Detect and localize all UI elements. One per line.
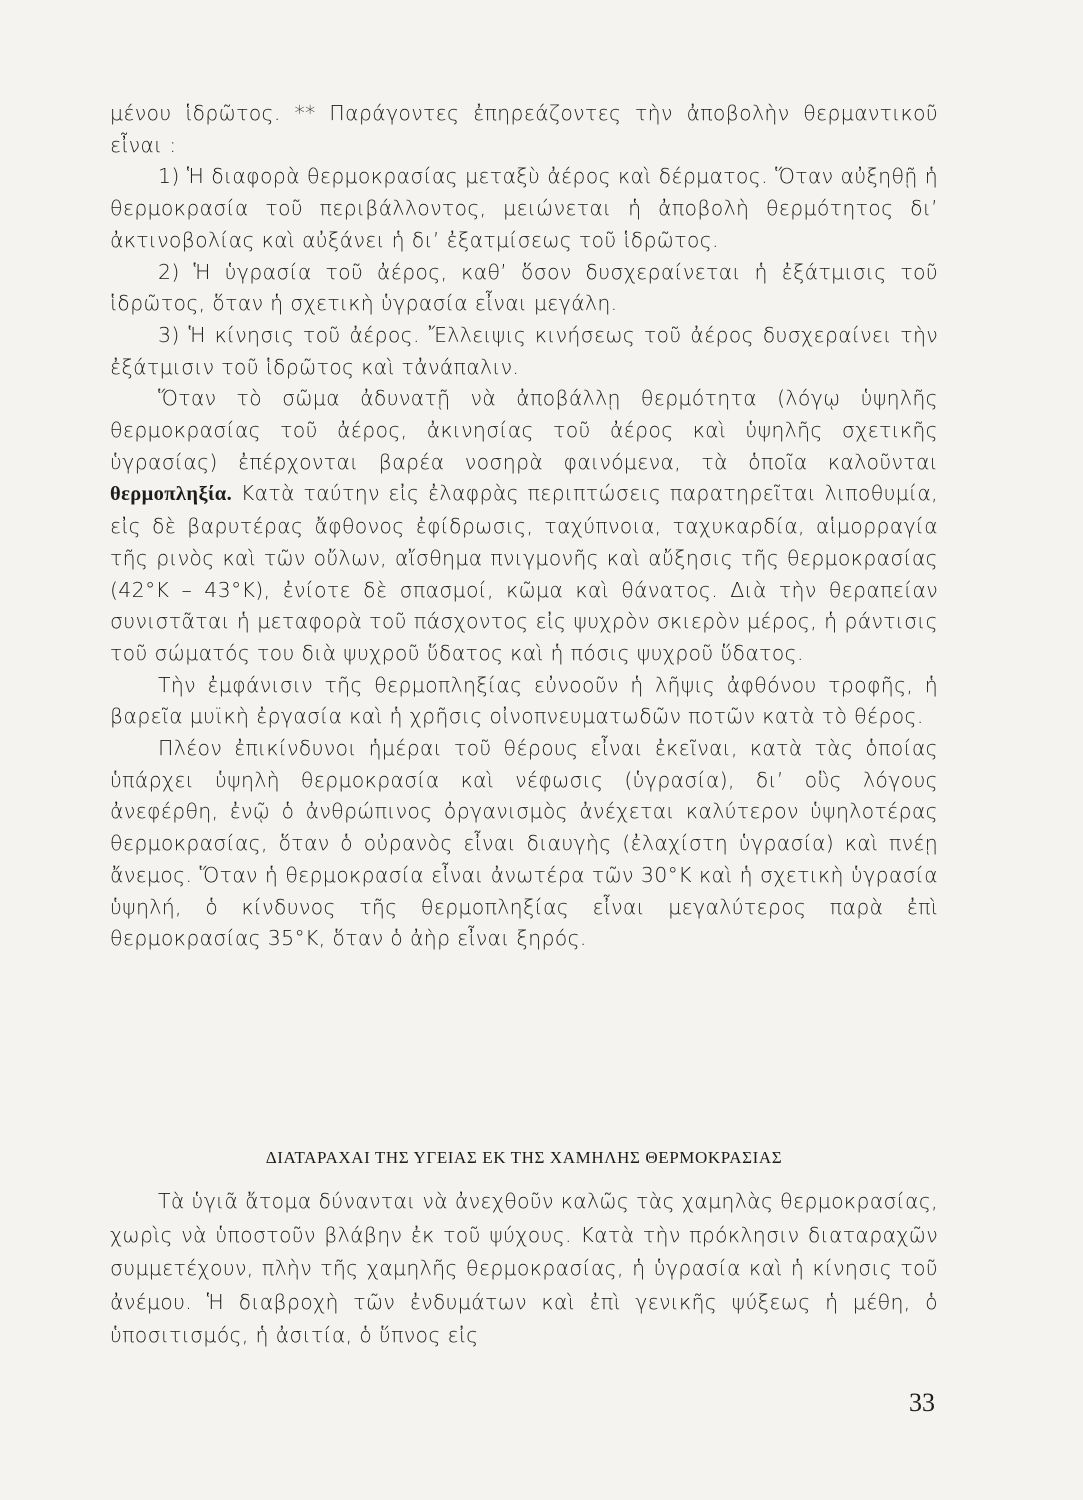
section-body-text [110,1185,938,1353]
paragraph-heatstroke-body: Κατὰ ταύτην εἰς ἐλαφρὰς περιπτώσεις παρατηρεῖται λιποθυμία, εἰς δὲ βαρυτέρας ἄφθονος ἐφίδρωσις, ταχύπνοια, ταχυκαρδία, αἱμορραγία τῆς ρινὸς καὶ τῶν οὔλων, αἴσθημα πνιγμονῆς καὶ αὔξησις τῆς θερμοκρασίας (42°Κ – 43°Κ), ἐνίοτε δὲ σπασμοί, κῶμα καὶ θάνατος. Διὰ τὴν θεραπείαν συνιστᾶται ἡ μεταφορὰ τοῦ πάσχοντος εἰς ψυχρὸν σκιερὸν μέρος, ἡ ράντισις τοῦ σώματός του διὰ ψυχροῦ ὕδατος καὶ ἡ πόσις ψυχροῦ ὕδατος. [110,481,938,665]
paragraph-factor-1: 1) Ἡ διαφορὰ θερμοκρασίας μεταξὺ ἀέρος καὶ δέρματος. Ὅταν αὐξηθῇ ἡ θερμοκρασία τοῦ περιβάλλοντος, μειώνεται ἡ ἀποβολὴ θερμότητος δι’ ἀκτινοβολίας καὶ αὐξάνει ἡ δι’ ἐξατμίσεως τοῦ ἱδρῶτος. [110,164,938,252]
paragraph-dangerous-days: Πλέον ἐπικίνδυνοι ἡμέραι τοῦ θέρους εἶναι ἐκεῖναι, κατὰ τὰς ὁποίας ὑπάρχει ὑψηλὴ θερμοκρασία καὶ νέφωσις (ὑγρασία), δι’ οὓς λόγους ἀνεφέρθη, ἐνῷ ὁ ἀνθρώπινος ὀργανισμὸς ἀνέχεται καλύτερον ὑψηλοτέρας θερμοκρασίας, ὅταν ὁ οὐρανὸς εἶναι διαυγὴς (ἐλαχίστη ὑγρασία) καὶ πνέῃ ἄνεμος. Ὅταν ἡ θερμοκρασία εἶναι ἀνωτέρα τῶν 30°Κ καὶ ἡ σχετικὴ ὑγρασία ὑψηλή, ὁ κίνδυνος τῆς θερμοπληξίας εἶναι μεγαλύτερος παρὰ ἐπὶ θερμοκρασίας 35°Κ, ὅταν ὁ ἀὴρ εἶναι ξηρός. [110,736,938,951]
body-text [110,98,938,955]
paragraph-heatstroke [110,383,938,669]
paragraph-factor-3: 3) Ἡ κίνησις τοῦ ἀέρος. Ἔλλειψις κινήσεως τοῦ ἀέρος δυσχεραίνει τὴν ἐξάτμισιν τοῦ ἱδρῶτος καὶ τἀνάπαλιν. [110,322,938,379]
paragraph-low-temperature: Τὰ ὑγιᾶ ἄτομα δύνανται νὰ ἀνεχθοῦν καλῶς τὰς χαμηλὰς θερμοκρασίας, χωρὶς νὰ ὑποστοῦν βλάβην ἐκ τοῦ ψύχους. Κατὰ τὴν πρόκλησιν διαταραχῶν συμμετέχουν, πλὴν τῆς χαμηλῆς θερμοκρασίας, ἡ ὑγρασία καὶ ἡ κίνησις τοῦ ἀνέμου. Ἡ διαβροχὴ τῶν ἐνδυμάτων καὶ ἐπὶ γενικῆς ψύξεως ἡ μέθη, ὁ ὑποσιτισμός, ἡ ἀσιτία, ὁ ὕπνος εἰς [110,1189,938,1347]
paragraph-factor-2: 2) Ἡ ὑγρασία τοῦ ἀέρος, καθ’ ὅσον δυσχεραίνεται ἡ ἐξάτμισις τοῦ ἱδρῶτος, ὅταν ἡ σχετικὴ ὑγρασία εἶναι μεγάλη. [110,259,938,316]
term-heatstroke: θερμοπληξία. [110,483,233,506]
page-number: 33 [909,1388,935,1417]
paragraph-heatstroke-causes: Τὴν ἐμφάνισιν τῆς θερμοπληξίας εὐνοοῦν ἡ λῆψις ἀφθόνου τροφῆς, ἡ βαρεῖα μυϊκὴ ἐργασία καὶ ἡ χρῆσις οἰνοπνευματωδῶν ποτῶν κατὰ τὸ θέρος. [110,672,938,729]
paragraph-continuation: μένου ἱδρῶτος. ** Παράγοντες ἐπηρεάζοντες τὴν ἀποβολὴν θερμαντικοῦ εἶναι : [110,101,938,157]
section-heading: ΔΙΑΤΑΡΑΧΑΙ ΤΗΣ ΥΓΕΙΑΣ ΕΚ ΤΗΣ ΧΑΜΗΛΗΣ ΘΕΡΜΟΚΡΑΣΙΑΣ [265,1148,783,1167]
paragraph-heatstroke-intro: Ὅταν τὸ σῶμα ἀδυνατῇ νὰ ἀποβάλλῃ θερμότητα (λόγῳ ὑψηλῆς θερμοκρασίας τοῦ ἀέρος, ἀκινησίας τοῦ ἀέρος καὶ ὑψηλῆς σχετικῆς ὑγρασίας) ἐπέρχονται βαρέα νοσηρὰ φαινόμενα, τὰ ὁποῖα καλοῦνται [110,386,938,474]
